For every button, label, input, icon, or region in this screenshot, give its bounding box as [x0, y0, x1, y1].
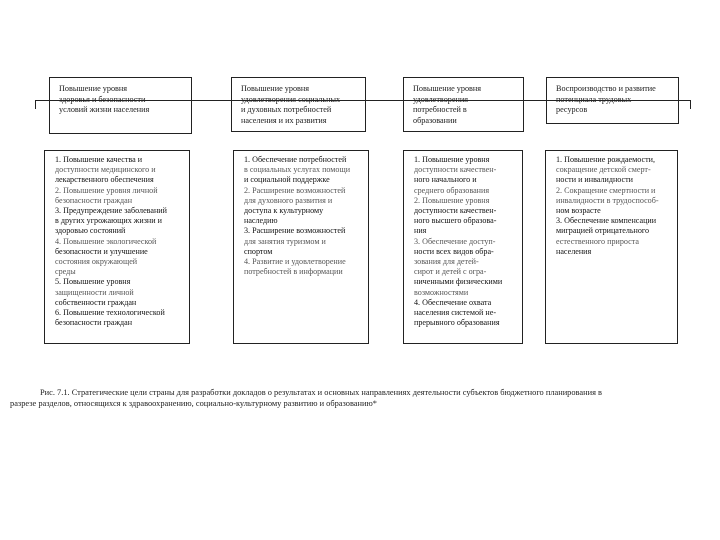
- goal-detail-line: 4. Обеспечение охвата: [414, 297, 492, 307]
- goal-detail-line: 3. Обеспечение доступ-: [414, 236, 496, 246]
- goal-detail-line: 2. Расширение возможностей: [244, 185, 346, 195]
- goal-detail-line: среды: [55, 267, 76, 277]
- goal-detail-line: потребностей в информации: [244, 267, 343, 277]
- goal-detail-line: 3. Обеспечение компенсации: [556, 216, 657, 226]
- goal-detail-line: ном возрасте: [556, 206, 601, 216]
- goal-detail-line: в социальных услугах помощи: [244, 165, 351, 175]
- goal-detail-line: 2. Сокращение смертности и: [556, 185, 656, 195]
- goal-detail-line: доступа к культурному: [244, 206, 324, 216]
- goal-header-3-line: Повышение уровня: [413, 84, 482, 93]
- goal-header-3-line: образовании: [413, 115, 457, 125]
- goal-detail-line: прерывного образования: [414, 318, 500, 328]
- goal-detail-line: миграцией отрицательного: [556, 226, 650, 236]
- goal-detail-line: 1. Повышение качества и: [55, 155, 143, 164]
- goal-detail-line: 4. Развитие и удовлетворение: [244, 257, 346, 267]
- goal-detail-line: наследию: [244, 216, 278, 226]
- goal-detail-line: в других угрожающих жизни и: [55, 216, 162, 226]
- goal-detail-line: доступности качествен-: [414, 165, 497, 175]
- goal-header-2-line: удовлетворения социальных: [241, 94, 341, 104]
- goal-detail-line: лекарственного обеспечения: [55, 175, 154, 185]
- goal-header-2-line: и духовных потребностей: [241, 105, 332, 115]
- goal-detail-line: 1. Повышение уровня: [414, 155, 490, 164]
- goal-detail-line: для занятия туризмом и: [244, 236, 326, 246]
- goal-detail-line: для духовного развития и: [244, 195, 333, 205]
- goal-header-1: [49, 77, 192, 134]
- figure-caption-line-2: разрезе разделов, относящихся к здравоохранению, социально-культурному развитию и образованию*: [10, 399, 377, 408]
- goal-detail-line: доступности медицинского и: [55, 165, 156, 175]
- header-connector-line: [35, 100, 690, 101]
- goal-detail-line: безопасности граждан: [55, 195, 133, 205]
- goal-detail-line: защищенности личной: [55, 287, 134, 297]
- goal-detail-line: ного высшего образова-: [414, 216, 497, 226]
- goal-header-2-line: Повышение уровня: [241, 84, 310, 93]
- goal-detail-line: здоровью состояний: [55, 226, 126, 236]
- connector-left-drop: [35, 100, 36, 109]
- goal-header-3-line: потребностей в: [413, 105, 467, 115]
- goal-details-2: [233, 150, 369, 344]
- figure-caption-line-1: Рис. 7.1. Стратегические цели страны для разработки докладов о результатах и основных направлениях деятельности субъектов бюджетного планирования в: [40, 388, 602, 397]
- goal-detail-line: и социальной поддержке: [244, 175, 330, 185]
- goal-detail-line: спортом: [244, 246, 273, 256]
- goal-detail-line: безопасности граждан: [55, 318, 133, 328]
- goal-details-1-list: [45, 151, 189, 328]
- goal-header-2: [231, 77, 366, 132]
- goal-detail-line: ния: [414, 226, 427, 236]
- goal-details-2-list: [234, 151, 368, 277]
- goal-detail-line: ности и инвалидности: [556, 175, 633, 185]
- goal-detail-line: ниченными физическими: [414, 277, 503, 287]
- goal-detail-line: собственности граждан: [55, 297, 137, 307]
- goal-detail-line: зования для детей-: [414, 257, 479, 267]
- goal-detail-line: сокращение детской смерт-: [556, 165, 651, 175]
- goal-header-4-line: ресурсов: [556, 105, 588, 115]
- goal-header-2-line: населения и их развития: [241, 115, 327, 125]
- goal-detail-line: ного начального и: [414, 175, 477, 185]
- goal-detail-line: населения системой не-: [414, 308, 497, 318]
- goal-detail-line: инвалидности в трудоспособ-: [556, 195, 659, 205]
- goal-header-1-line: здоровья и безопасности: [59, 94, 146, 104]
- goal-header-4-line: потенциала трудовых: [556, 94, 632, 104]
- goal-detail-line: 2. Повышение уровня личной: [55, 185, 158, 195]
- goal-detail-line: 6. Повышение технологической: [55, 308, 165, 318]
- goal-detail-line: 3. Предупреждение заболеваний: [55, 206, 167, 216]
- goal-detail-line: 5. Повышение уровня: [55, 277, 131, 287]
- connector-right-drop: [690, 100, 691, 109]
- goal-detail-line: безопасности и улучшение: [55, 246, 148, 256]
- goal-detail-line: 3. Расширение возможностей: [244, 226, 346, 236]
- goal-header-3-line: удовлетворения: [413, 94, 469, 104]
- goal-detail-line: 2. Повышение уровня: [414, 195, 490, 205]
- goal-detail-line: 1. Повышение рождаемости,: [556, 155, 655, 164]
- goal-details-1: [44, 150, 190, 344]
- figure-caption: [10, 387, 716, 409]
- goal-detail-line: состояния окружающей: [55, 257, 138, 267]
- goal-detail-line: возможностями: [414, 287, 469, 297]
- goal-detail-line: доступности качествен-: [414, 206, 497, 216]
- goal-detail-line: 4. Повышение экологической: [55, 236, 157, 246]
- goal-details-3: [403, 150, 523, 344]
- goal-detail-line: естественного прироста: [556, 236, 639, 246]
- goal-details-4-list: [546, 151, 677, 257]
- goal-header-1-line: условий жизни населения: [59, 105, 150, 115]
- goal-header-1-line: Повышение уровня: [59, 84, 128, 93]
- goal-detail-line: среднего образования: [414, 185, 490, 195]
- goal-header-4-line: Воспроизводство и развитие: [556, 84, 656, 93]
- goal-details-3-list: [404, 151, 522, 328]
- goal-detail-line: ности всех видов обра-: [414, 246, 494, 256]
- goal-detail-line: сирот и детей с огра-: [414, 267, 487, 277]
- goal-detail-line: населения: [556, 246, 592, 256]
- goal-detail-line: 1. Обеспечение потребностей: [244, 155, 347, 164]
- goal-header-3: [403, 77, 524, 132]
- goal-details-4: [545, 150, 678, 344]
